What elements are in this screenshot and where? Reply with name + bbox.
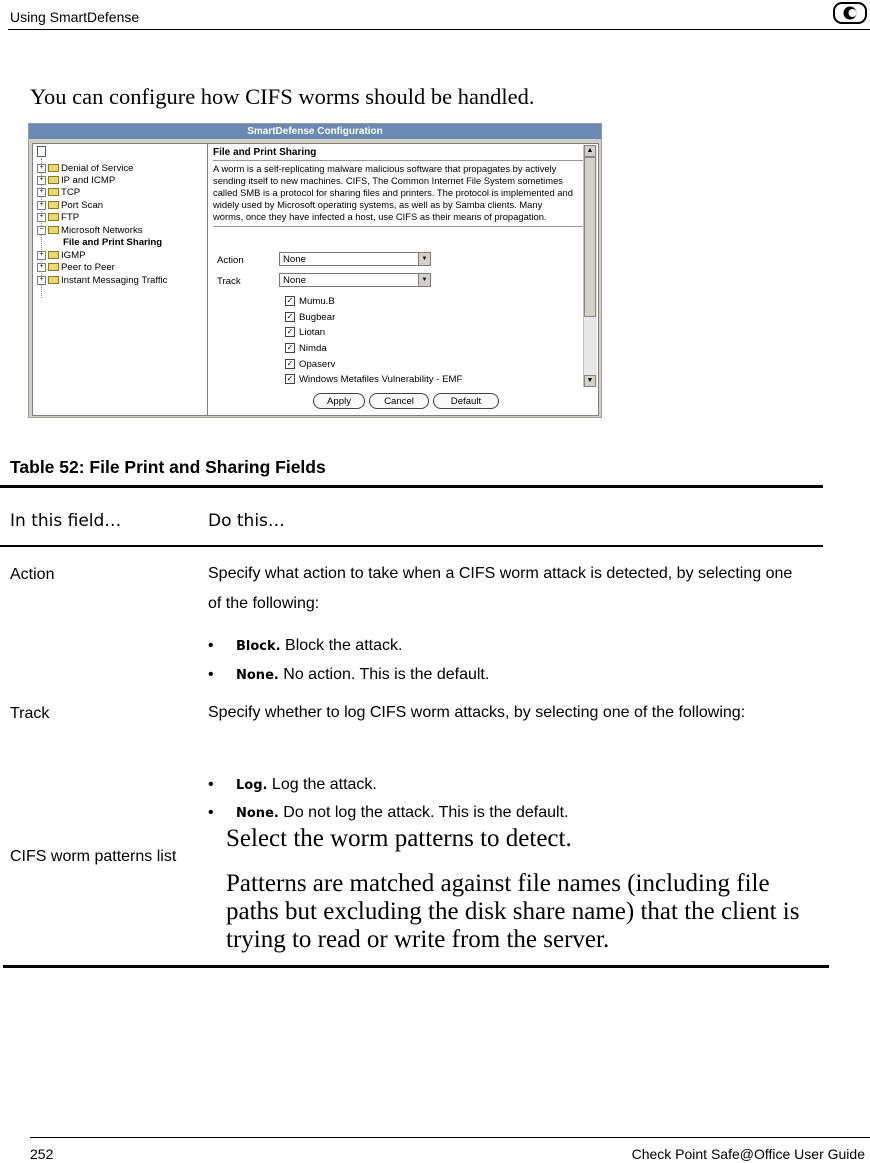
checkbox-checked-icon: ✓ (286, 312, 294, 322)
folder-icon (48, 213, 59, 221)
pattern-checkbox-liotan[interactable]: ✓ Liotan (286, 327, 326, 338)
cancel-button[interactable]: Cancel (369, 393, 429, 409)
track-label: Track (217, 276, 241, 287)
tree-root-icon (37, 146, 46, 157)
header-rule (8, 29, 870, 30)
table-caption: Table 52: File Print and Sharing Fields (10, 457, 326, 477)
folder-icon (48, 251, 59, 259)
chevron-down-icon: ▼ (418, 253, 430, 265)
apply-button[interactable]: Apply (313, 393, 365, 409)
chevron-down-icon: ▼ (418, 274, 430, 286)
folder-icon (48, 263, 59, 271)
panel-description: A worm is a self-replicating malware malicious software that propagates by actively sending itself to new machines. CIFS, The Common Internet File System sometimes called SMB is a protocol for sharing files and printers. The protocol is implemented and widely used by Microsoft operating systems, as well as by Samba clients. Many worms, once they have infected a host, use CIFS as their means of propagation. (213, 163, 573, 222)
column-header-field: In this field… (10, 511, 122, 531)
panel-scrollbar[interactable] (583, 145, 597, 387)
track-select[interactable]: None ▼ (279, 273, 431, 287)
list-item: • Block. Block the attack. (208, 637, 403, 654)
checkbox-checked-icon: ✓ (286, 374, 294, 384)
checkbox-checked-icon: ✓ (286, 359, 294, 369)
field-action: Action (10, 566, 55, 583)
table-header-rule (0, 545, 823, 547)
column-header-action: Do this… (208, 511, 285, 531)
pattern-checkbox-bugbear[interactable]: ✓ Bugbear (286, 312, 336, 323)
check-point-logo-icon (833, 1, 867, 25)
smartdefense-dialog (28, 123, 602, 418)
tree-item-igmp[interactable]: + IGMP (37, 250, 86, 262)
action-label: Action (217, 255, 244, 266)
category-tree (32, 143, 232, 416)
panel-heading: File and Print Sharing (213, 147, 317, 158)
list-item: • None. Do not log the attack. This is the default. (208, 804, 569, 821)
track-row (217, 273, 437, 289)
tree-item-denial-of-service[interactable]: + Denial of Service (37, 163, 134, 175)
folder-icon (48, 276, 59, 284)
patterns-description-2: Patterns are matched against file names (including file paths but excluding the disk share name) that the client is trying to read or write from the server. (226, 870, 800, 953)
folder-icon (48, 164, 59, 172)
intro-paragraph: You can configure how CIFS worms should be handled. (30, 84, 535, 109)
field-track: Track (10, 705, 50, 722)
tree-item-port-scan[interactable]: + Port Scan (37, 200, 103, 212)
dialog-title: SmartDefense Configuration (29, 124, 601, 139)
default-button[interactable]: Default (433, 393, 499, 409)
pattern-checkbox-mumu[interactable]: ✓ Mumu.B (286, 296, 335, 307)
track-description: Specify whether to log CIFS worm attacks, by selecting one of the following: (208, 704, 746, 721)
scroll-up-icon[interactable]: ▲ (584, 145, 596, 157)
page-number: 252 (30, 1146, 54, 1162)
scroll-down-icon[interactable]: ▼ (584, 375, 596, 387)
field-cifs-worm-patterns: CIFS worm patterns list (10, 848, 177, 865)
checkbox-checked-icon: ✓ (286, 327, 294, 337)
scroll-thumb[interactable] (584, 157, 596, 317)
action-description: Specify what action to take when a CIFS worm attack is detected, by selecting one of the following: (208, 565, 793, 612)
tree-item-ftp[interactable]: + FTP (37, 212, 79, 224)
folder-icon (48, 188, 59, 196)
folder-icon (48, 201, 59, 209)
footer-rule (30, 1137, 870, 1138)
checkbox-checked-icon: ✓ (286, 343, 294, 353)
action-row (217, 252, 437, 268)
tree-item-instant-messaging[interactable]: + Instant Messaging Traffic (37, 275, 167, 287)
pattern-checkbox-wmf-emf[interactable]: ✓ Windows Metafiles Vulnerability - EMF (286, 374, 463, 385)
table-bottom-rule (3, 965, 829, 968)
patterns-description-1: Select the worm patterns to detect. (226, 825, 572, 852)
action-select[interactable]: None ▼ (279, 252, 431, 266)
table-top-rule (0, 485, 823, 488)
tree-item-ip-icmp[interactable]: + IP and ICMP (37, 175, 115, 187)
running-header: Using SmartDefense (10, 9, 140, 25)
tree-item-file-print-sharing[interactable]: File and Print Sharing (63, 237, 163, 248)
guide-title: Check Point Safe@Office User Guide (631, 1146, 865, 1162)
open-folder-icon (48, 226, 59, 234)
tree-item-peer-to-peer[interactable]: + Peer to Peer (37, 262, 115, 274)
pattern-checkbox-nimda[interactable]: ✓ Nimda (286, 343, 327, 354)
pattern-checkbox-opaserv[interactable]: ✓ Opaserv (286, 359, 336, 370)
folder-icon (48, 176, 59, 184)
tree-item-microsoft-networks[interactable]: − Microsoft Networks (37, 225, 143, 237)
checkbox-checked-icon: ✓ (286, 296, 294, 306)
settings-panel (207, 143, 599, 416)
tree-item-tcp[interactable]: + TCP (37, 187, 80, 199)
list-item: • None. No action. This is the default. (208, 666, 490, 683)
list-item: • Log. Log the attack. (208, 776, 377, 793)
